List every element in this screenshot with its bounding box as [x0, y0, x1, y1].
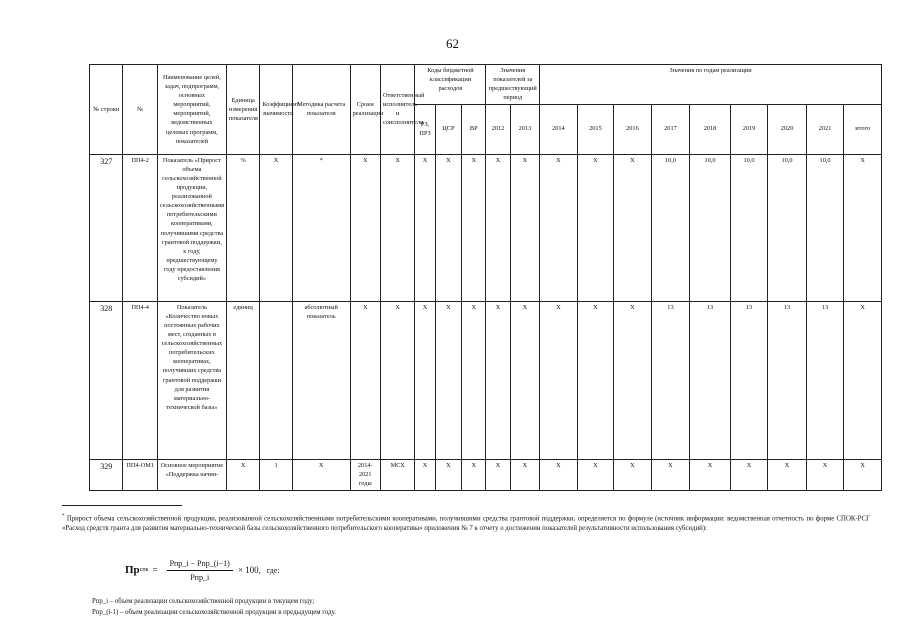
formula-denominator: Рпр_i	[190, 572, 210, 582]
cell-year: 13	[730, 301, 768, 459]
header-code-col: РЗ, ПРЗ	[415, 104, 435, 154]
header-year-col: итого	[844, 104, 882, 154]
header-prev-col: 2013	[510, 104, 539, 154]
header-year-col: 2017	[651, 104, 690, 154]
cell-year: 10,0	[768, 154, 807, 301]
cell-responsible: Х	[380, 154, 414, 301]
cell-code: Х	[462, 459, 486, 490]
cell-coef	[260, 301, 292, 459]
cell-year: Х	[651, 459, 690, 490]
cell-responsible: МСХ	[380, 459, 414, 490]
header-coef: Коэффициент значимости	[260, 65, 292, 155]
page-number: 62	[446, 36, 459, 51]
cell-name: Показатель «Прирост объема сельскохозяйственной продукции, реализованной сельскохозяйственными потребительскими кооперативами, получившими средства грантовой поддержки, к году, предшествующему году предоставления субсидий»	[157, 154, 226, 301]
header-terms: Сроки реализации	[350, 65, 380, 155]
header-year-col: 2021	[806, 104, 844, 154]
header-responsible: Ответственный исполнитель и соисполнители	[380, 65, 414, 155]
cell-responsible: Х	[380, 301, 414, 459]
cell-code: Х	[415, 154, 435, 301]
legend-line: Рпр_(i-1) – объем реализации сельскохозяйственной продукции в предыдущем году.	[92, 608, 336, 616]
header-years: Значения по годам реализации	[540, 65, 882, 105]
header-method: Методика расчета показателя	[292, 65, 350, 155]
cell-code: Х	[462, 301, 486, 459]
cell-unit: единиц	[226, 301, 259, 459]
cell-terms: Х	[350, 154, 380, 301]
cell-year: Х	[540, 154, 578, 301]
cell-coef: 1	[260, 459, 292, 490]
cell-year: Х	[844, 459, 882, 490]
cell-row-no: 329	[90, 459, 123, 490]
cell-year: 10,0	[806, 154, 844, 301]
header-prev: Значения показателей за предшествующий период	[486, 65, 540, 105]
cell-year: 13	[690, 301, 731, 459]
cell-method: Х	[292, 459, 350, 490]
table-row	[90, 459, 882, 490]
footnote-text: Прирост объема сельскохозяйственной продукции, реализованной сельскохозяйственными потребительскими кооперативами, получившими средства грантовой поддержки, определяется по формуле (источник информации: ведомственная отчетность по форме СПОК-РСГ «Расход средств гранта для развития материально-технической базы сельскохозяйственного потребительского кооператива» приложения № 7 к отчету о достижении показателей результативности использования субсидий):	[62, 515, 870, 533]
cell-num: ПП4-2	[123, 154, 157, 301]
cell-year: Х	[806, 459, 844, 490]
cell-year: 13	[768, 301, 807, 459]
indicators-table	[89, 64, 882, 491]
cell-row-no: 327	[90, 154, 123, 301]
formula-legend	[92, 597, 336, 618]
cell-prev: Х	[510, 301, 539, 459]
header-num: №	[123, 65, 157, 155]
footnote-divider	[62, 505, 182, 506]
cell-name: Показатель «Количество новых постоянных рабочих мест, созданных в сельскохозяйственных потребительских кооперативах, получивших средства грантовой поддержки для развития материально-технической базы»	[157, 301, 226, 459]
legend-line: Рпр_i – объем реализации сельскохозяйственной продукции в текущем году;	[92, 598, 315, 605]
header-name: Наименование целей, задач, подпрограмм, основных мероприятий, мероприятий, ведомственных целевых программ, показателей	[157, 65, 226, 155]
cell-unit: %	[226, 154, 259, 301]
cell-year: 10,0	[730, 154, 768, 301]
formula-lhs: Пр	[125, 564, 140, 576]
cell-year: Х	[614, 154, 652, 301]
cell-prev: Х	[486, 459, 510, 490]
table-row	[90, 301, 882, 459]
cell-code: Х	[462, 154, 486, 301]
cell-terms: 2014-2021 годы	[350, 459, 380, 490]
cell-terms: Х	[350, 301, 380, 459]
formula-where: где:	[266, 565, 280, 575]
cell-name: Основное мероприятие «Поддержка начин-	[157, 459, 226, 490]
cell-code: Х	[435, 459, 461, 490]
cell-num: ПП4-ОМ1	[123, 459, 157, 490]
header-row-no: № строки	[90, 65, 123, 155]
header-unit: Единица измерения показателя	[226, 65, 259, 155]
table-row	[90, 154, 882, 301]
cell-year: Х	[540, 459, 578, 490]
cell-code: Х	[435, 301, 461, 459]
cell-coef: Х	[260, 154, 292, 301]
cell-year: 13	[806, 301, 844, 459]
cell-year: Х	[730, 459, 768, 490]
cell-prev: Х	[486, 154, 510, 301]
header-code-col: ВР	[462, 104, 486, 154]
cell-code: Х	[415, 301, 435, 459]
formula-fraction	[167, 559, 233, 582]
formula-numerator: Рпр_i − Рпр_(i−1)	[167, 559, 233, 571]
cell-year: Х	[690, 459, 731, 490]
formula-lhs-sub: спк	[139, 567, 149, 573]
header-year-col: 2019	[730, 104, 768, 154]
cell-code: Х	[435, 154, 461, 301]
cell-row-no: 328	[90, 301, 123, 459]
header-year-col: 2015	[577, 104, 614, 154]
cell-year: Х	[540, 301, 578, 459]
cell-year: 10,0	[690, 154, 731, 301]
footnote-mark: *	[62, 514, 65, 519]
cell-year: Х	[614, 301, 652, 459]
cell-unit: Х	[226, 459, 259, 490]
cell-year: Х	[614, 459, 652, 490]
cell-method: *	[292, 154, 350, 301]
cell-prev: Х	[486, 301, 510, 459]
cell-year: 10,0	[651, 154, 690, 301]
footnote	[62, 513, 870, 535]
cell-code: Х	[415, 459, 435, 490]
header-year-col: 2016	[614, 104, 652, 154]
cell-year: Х	[577, 459, 614, 490]
cell-year: Х	[577, 154, 614, 301]
table-header	[90, 65, 882, 155]
header-codes: Коды бюджетной классификации расходов	[415, 65, 486, 105]
formula-tail: × 100,	[237, 565, 261, 575]
cell-method: абсолютный показатель	[292, 301, 350, 459]
cell-year: Х	[577, 301, 614, 459]
cell-prev: Х	[510, 154, 539, 301]
header-code-col: ЦСР	[435, 104, 461, 154]
cell-prev: Х	[510, 459, 539, 490]
header-year-col: 2014	[540, 104, 578, 154]
cell-num: ПП4-4	[123, 301, 157, 459]
formula: Пр спк = $\frac{\text{Рпр\_i − Рпр\_(i−1)}}{\text{Рпр\_i}}$ × 100, где:	[125, 558, 280, 582]
header-prev-col: 2012	[486, 104, 510, 154]
header-year-col: 2018	[690, 104, 731, 154]
header-year-col: 2020	[768, 104, 807, 154]
cell-year: Х	[844, 154, 882, 301]
cell-year: Х	[844, 301, 882, 459]
cell-year: Х	[768, 459, 807, 490]
cell-year: 13	[651, 301, 690, 459]
